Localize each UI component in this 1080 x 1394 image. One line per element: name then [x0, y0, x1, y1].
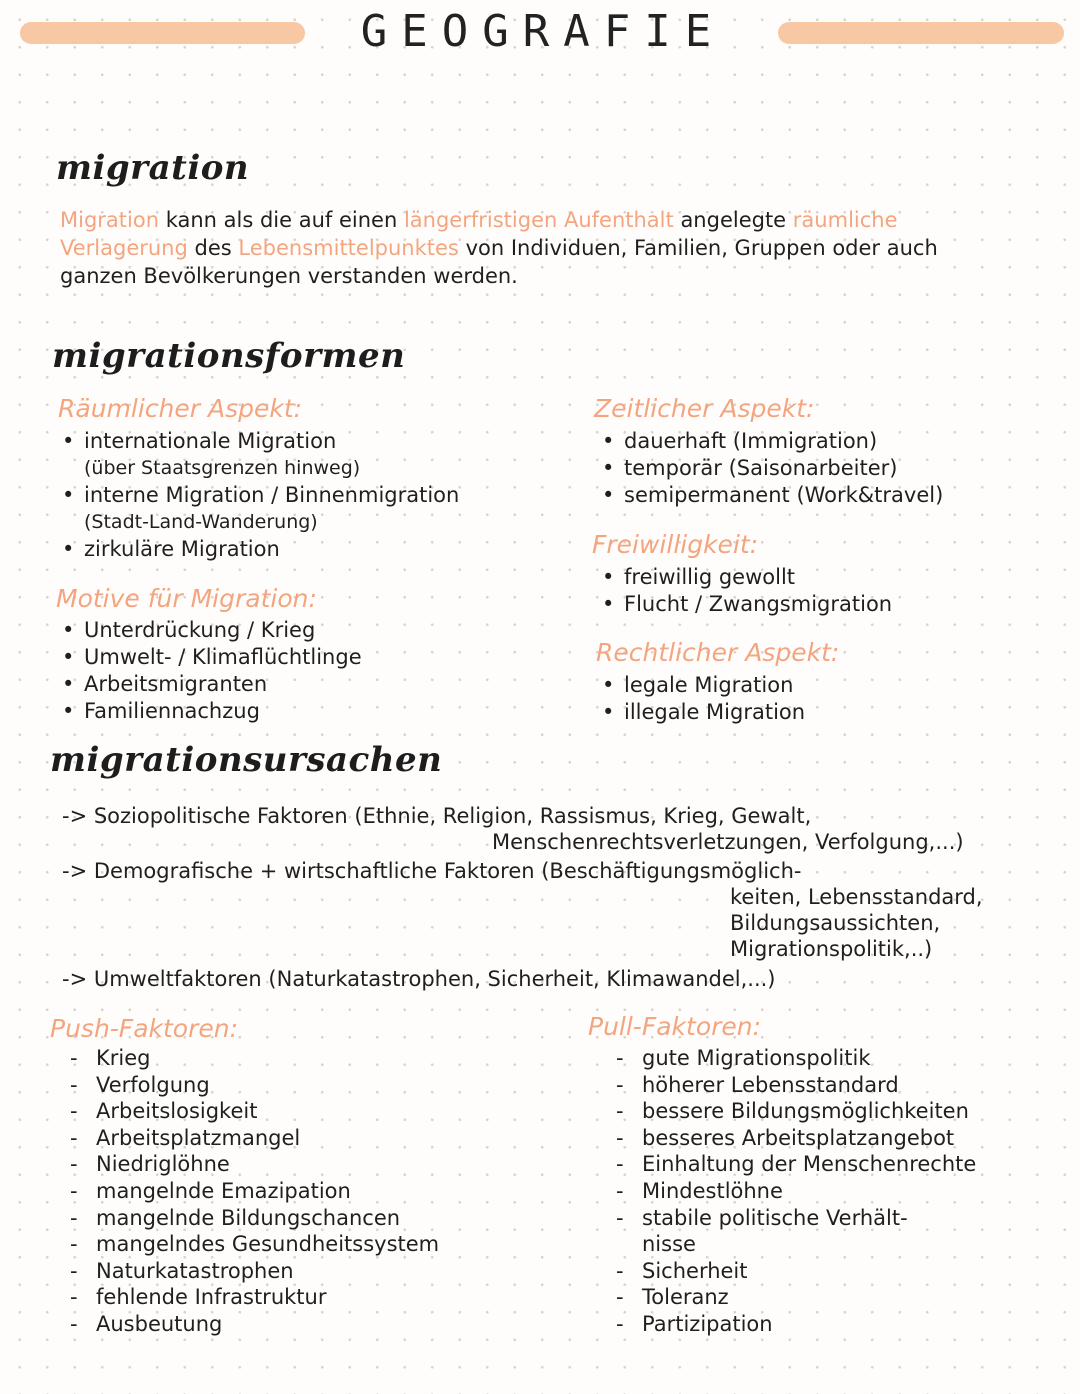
list-item: • Familiennachzug: [62, 699, 260, 723]
push-list: [70, 1045, 570, 1338]
list-item: • internationale Migration (über Staatsgrenzen hinweg): [62, 429, 361, 479]
header-decor-right: [778, 22, 1064, 44]
list-item: - Arbeitsplatzmangel: [70, 1125, 301, 1150]
page-title: GEOGRAFIE: [360, 6, 726, 57]
list-item: - besseres Arbeitsplatzangebot: [616, 1125, 955, 1150]
def-text-2: angelegte: [680, 208, 787, 232]
list-item: • dauerhaft (Immigration): [602, 429, 878, 453]
list-item: - Niedriglöhne: [70, 1152, 230, 1177]
def-term-verlagerung: räumliche Verlagerung: [60, 208, 898, 260]
list-item: - fehlende Infrastruktur: [70, 1285, 327, 1310]
list-item: - gute Migrationspolitik: [616, 1046, 871, 1070]
header-decor-left: [20, 22, 305, 44]
def-term-migration: Migration: [60, 208, 160, 232]
raeumlich-list: [62, 428, 582, 563]
def-term-lebensmittelpunkt: Lebensmittelpunktes: [238, 236, 459, 260]
list-item: • Arbeitsmigranten: [62, 672, 268, 696]
def-text-3: des: [194, 236, 232, 260]
list-item: - mangelnde Emazipation: [70, 1178, 351, 1203]
list-item: - Ausbeutung: [70, 1311, 223, 1336]
zeitlich-title: Zeitlicher Aspekt:: [594, 394, 815, 423]
list-item: - höherer Lebensstandard: [616, 1072, 899, 1097]
list-item: - Arbeitslosigkeit: [70, 1099, 258, 1124]
list-item: • semipermanent (Work&travel): [602, 483, 944, 507]
list-item: - Partizipation: [616, 1311, 773, 1336]
list-item: - Mindestlöhne: [616, 1178, 783, 1203]
list-item: - Naturkatastrophen: [70, 1258, 294, 1283]
list-item: - mangelndes Gesundheitssystem: [70, 1232, 440, 1257]
cause-environment: -> Umweltfaktoren (Naturkatastrophen, Sicherheit, Klimawandel,...): [62, 967, 776, 991]
heading-migrationsursachen: migrationsursachen: [50, 740, 443, 780]
heading-migration: migration: [56, 148, 250, 188]
list-item: - bessere Bildungsmöglichkeiten: [616, 1099, 969, 1124]
pull-list: [616, 1045, 1066, 1338]
freiwilligkeit-list: [602, 564, 1062, 618]
def-text-1: kann als die auf einen: [165, 208, 398, 232]
freiwilligkeit-title: Freiwilligkeit:: [592, 530, 759, 559]
def-text-4: von Individuen, Familien, Gruppen oder auch ganzen Bevölkerungen verstanden werden.: [60, 236, 938, 288]
definition-paragraph: [60, 206, 1020, 290]
list-item: - Verfolgung: [70, 1072, 210, 1097]
list-item: • temporär (Saisonarbeiter): [602, 456, 898, 480]
cause-demographic: -> Demografische + wirtschaftliche Faktoren (Beschäftigungsmöglich- keiten, Lebensstandard, Bildungsaussichten, Migrationspolitik,..): [62, 859, 983, 961]
list-item: - Sicherheit: [616, 1258, 748, 1283]
list-item: • zirkuläre Migration: [62, 537, 280, 561]
pull-title: Pull-Faktoren:: [588, 1012, 762, 1041]
rechtlich-list: [602, 672, 1062, 726]
list-item: nisse: [642, 1232, 696, 1257]
list-item: • Umwelt- / Klimaflüchtlinge: [62, 645, 362, 669]
raeumlich-title: Räumlicher Aspekt:: [58, 394, 303, 423]
list-item: • legale Migration: [602, 673, 794, 697]
rechtlich-title: Rechtlicher Aspekt:: [596, 638, 840, 667]
motive-title: Motive für Migration:: [56, 584, 317, 613]
list-item: • freiwillig gewollt: [602, 565, 796, 589]
push-title: Push-Faktoren:: [50, 1014, 239, 1043]
list-item: - Krieg: [70, 1046, 151, 1070]
list-item: • illegale Migration: [602, 700, 806, 724]
motive-list: [62, 617, 562, 725]
list-item: - mangelnde Bildungschancen: [70, 1205, 401, 1230]
zeitlich-list: [602, 428, 1062, 509]
list-item: • Flucht / Zwangsmigration: [602, 592, 893, 616]
list-item: - Toleranz: [616, 1285, 729, 1310]
heading-migrationsformen: migrationsformen: [52, 336, 406, 376]
cause-sociopolitical: -> Soziopolitische Faktoren (Ethnie, Religion, Rassismus, Krieg, Gewalt, Menschenrechtsverletzungen, Verfolgung,...): [62, 804, 964, 854]
list-item: - stabile politische Verhält-: [616, 1205, 908, 1230]
list-item: • Unterdrückung / Krieg: [62, 618, 316, 642]
list-item: • interne Migration / Binnenmigration (Stadt-Land-Wanderung): [62, 483, 460, 533]
def-term-aufenthalt: längerfristigen Aufenthalt: [403, 208, 674, 232]
list-item: - Einhaltung der Menschenrechte: [616, 1152, 977, 1177]
